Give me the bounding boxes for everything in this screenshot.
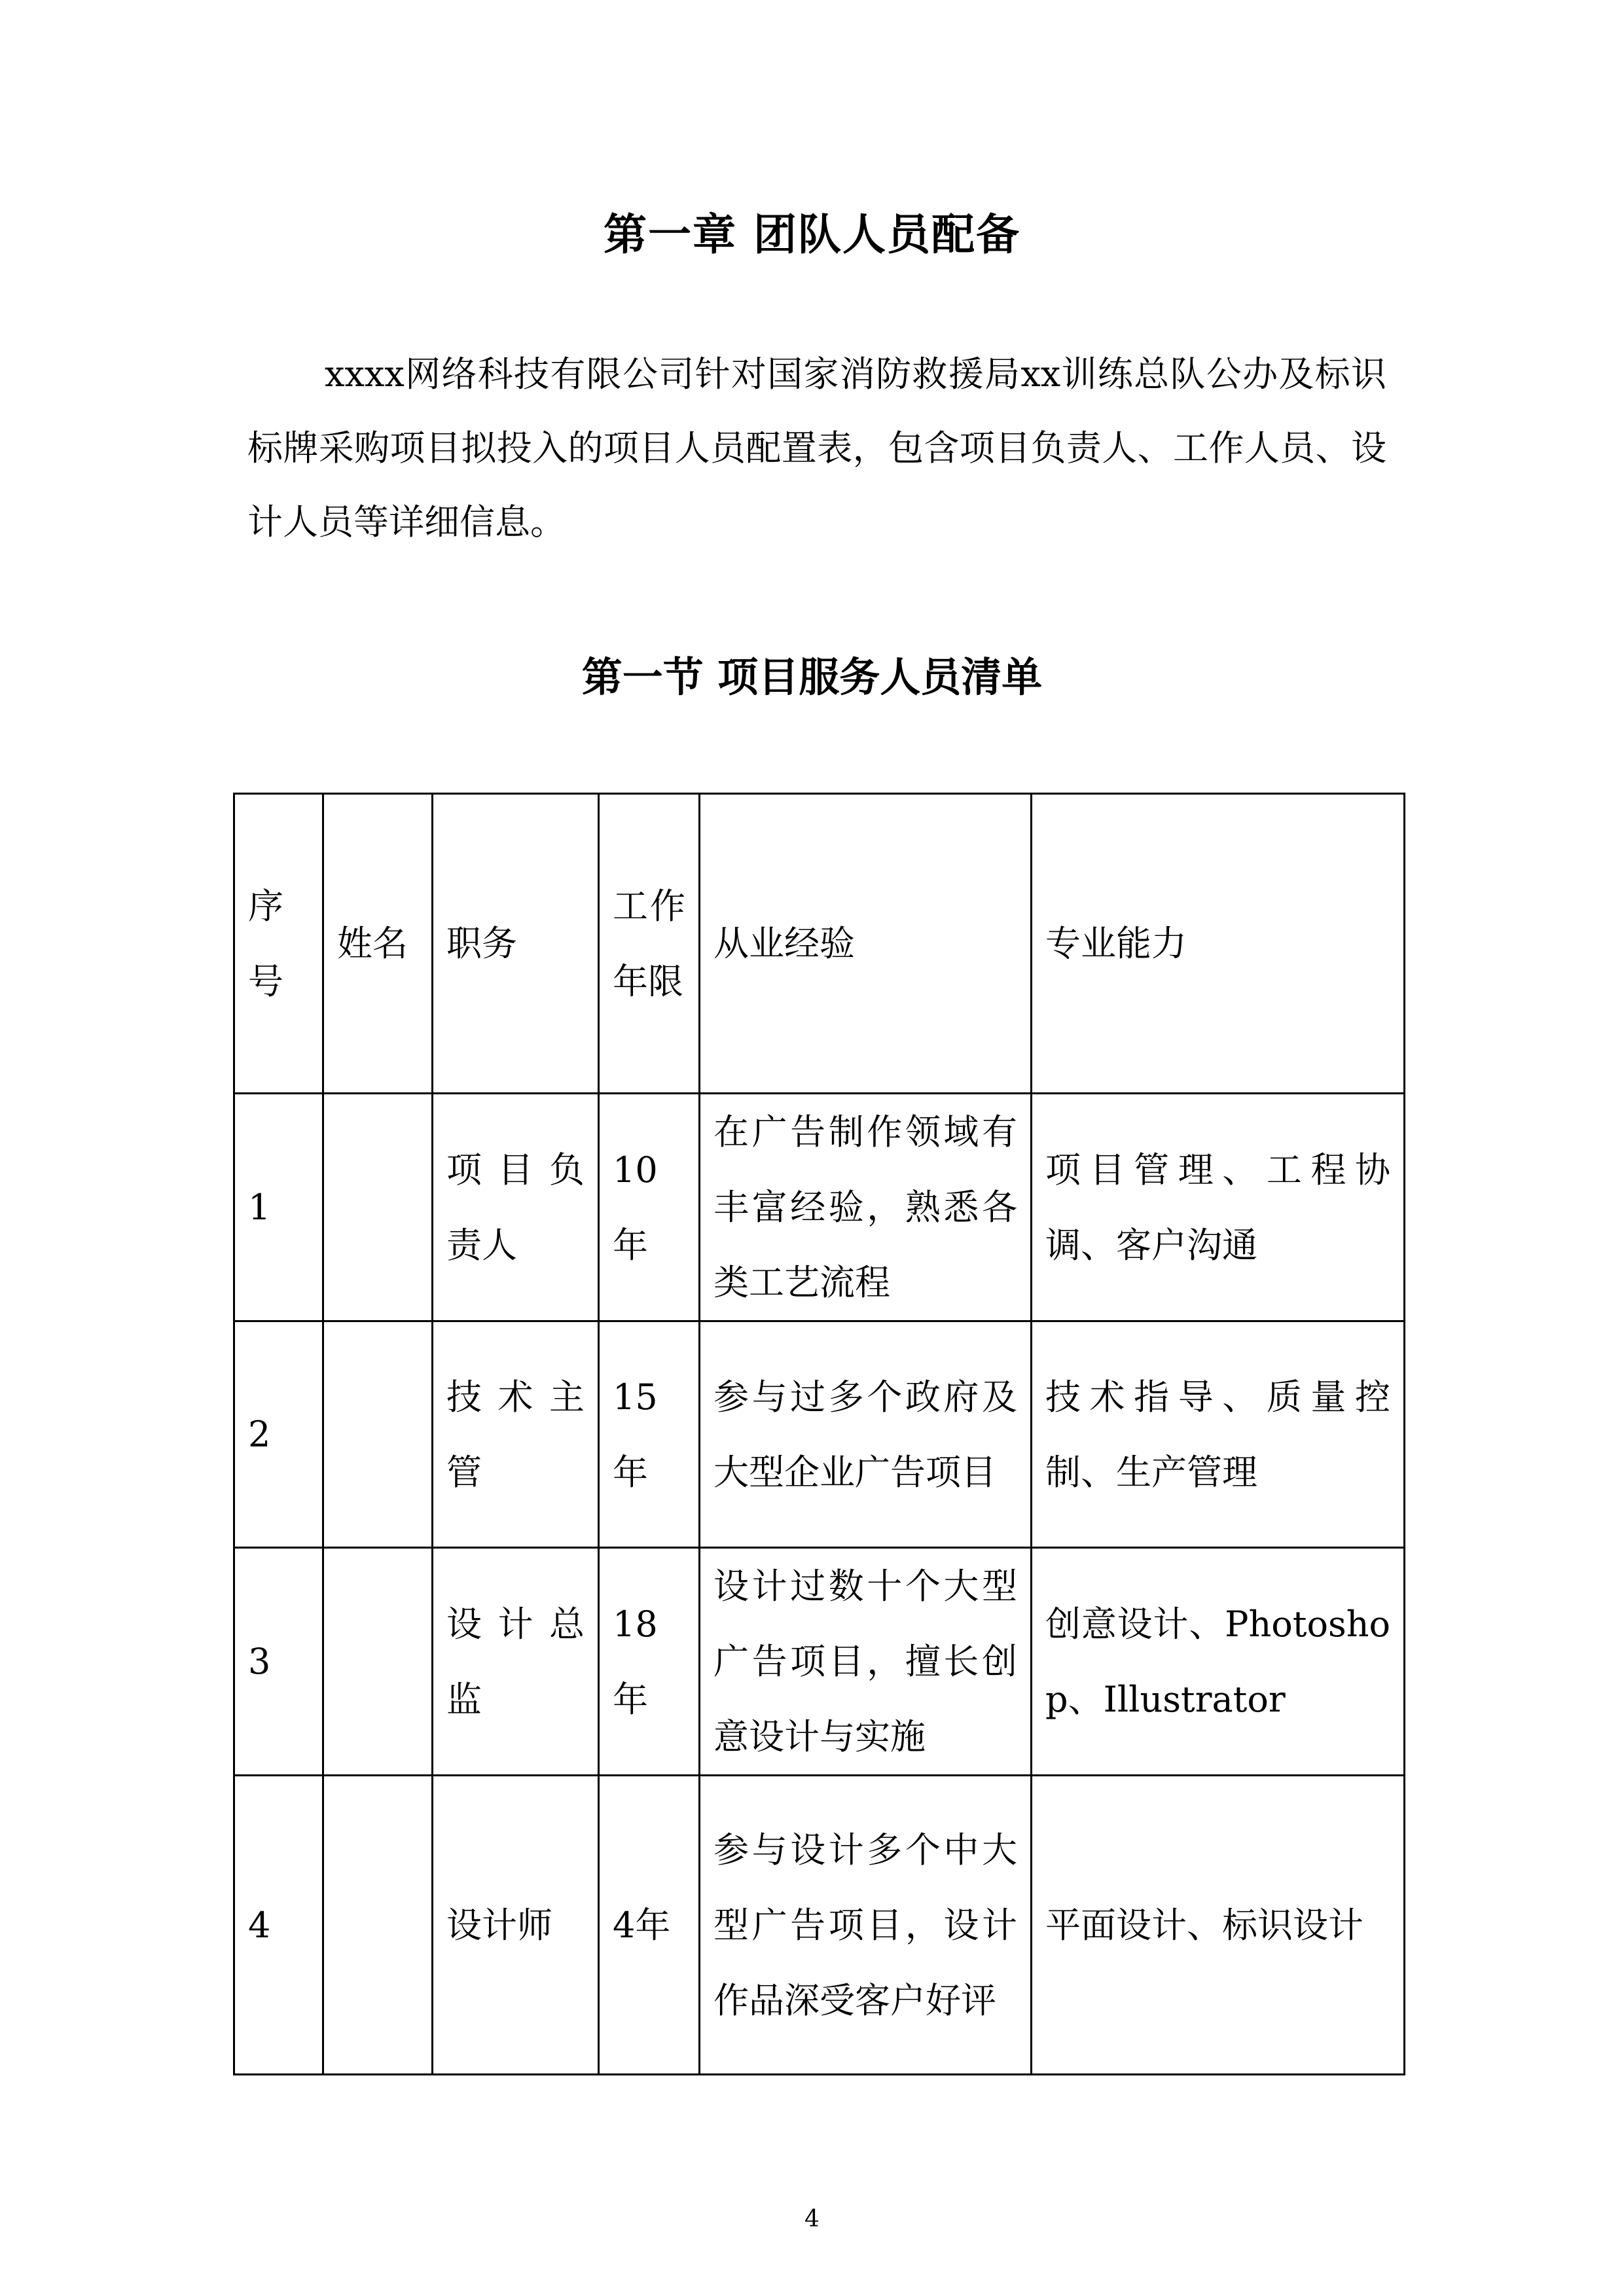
cell-no: 4 (234, 1776, 323, 2075)
cell-experience: 参与设计多个中大型广告项目，设计作品深受客户好评 (700, 1776, 1032, 2075)
header-name: 姓名 (323, 794, 433, 1094)
cell-name (323, 1094, 433, 1321)
cell-years: 10年 (599, 1094, 700, 1321)
cell-role: 设计总监 (433, 1548, 599, 1776)
header-role: 职务 (433, 794, 599, 1094)
header-years: 工作年限 (599, 794, 700, 1094)
cell-skills: 项目管理、工程协调、客户沟通 (1032, 1094, 1405, 1321)
cell-name (323, 1321, 433, 1548)
header-experience: 从业经验 (700, 794, 1032, 1094)
table-row (234, 1548, 1405, 1776)
cell-role: 项目负责人 (433, 1094, 599, 1321)
header-no: 序号 (234, 794, 323, 1094)
table-row (234, 1094, 1405, 1321)
table-row (234, 1321, 1405, 1548)
staff-table (233, 793, 1405, 2075)
cell-no: 1 (234, 1094, 323, 1321)
cell-skills: 平面设计、标识设计 (1032, 1776, 1405, 2075)
header-skills: 专业能力 (1032, 794, 1405, 1094)
cell-experience: 参与过多个政府及大型企业广告项目 (700, 1321, 1032, 1548)
cell-experience: 设计过数十个大型广告项目，擅长创意设计与实施 (700, 1548, 1032, 1776)
cell-skills: 创意设计、Photoshop、Illustrator (1032, 1548, 1405, 1776)
cell-years: 4年 (599, 1776, 700, 2075)
cell-no: 2 (234, 1321, 323, 1548)
page-number: 4 (804, 2206, 820, 2233)
intro-paragraph: xxxx网络科技有限公司针对国家消防救援局xx训练总队公办及标识标牌采购项目拟投入的项目人员配置表，包含项目负责人、工作人员、设计人员等详细信息。 (247, 353, 1386, 543)
cell-role: 技术主管 (433, 1321, 599, 1548)
cell-no: 3 (234, 1548, 323, 1776)
chapter-title: 第一章 团队人员配备 (604, 209, 1020, 260)
table-row (234, 1776, 1405, 2075)
cell-experience: 在广告制作领域有丰富经验，熟悉各类工艺流程 (700, 1094, 1032, 1321)
cell-years: 18年 (599, 1548, 700, 1776)
section-title: 第一节 项目服务人员清单 (581, 653, 1043, 701)
cell-role: 设计师 (433, 1776, 599, 2075)
cell-name (323, 1776, 433, 2075)
table-header-row (234, 794, 1405, 1094)
cell-name (323, 1548, 433, 1776)
cell-skills: 技术指导、质量控制、生产管理 (1032, 1321, 1405, 1548)
cell-years: 15年 (599, 1321, 700, 1548)
